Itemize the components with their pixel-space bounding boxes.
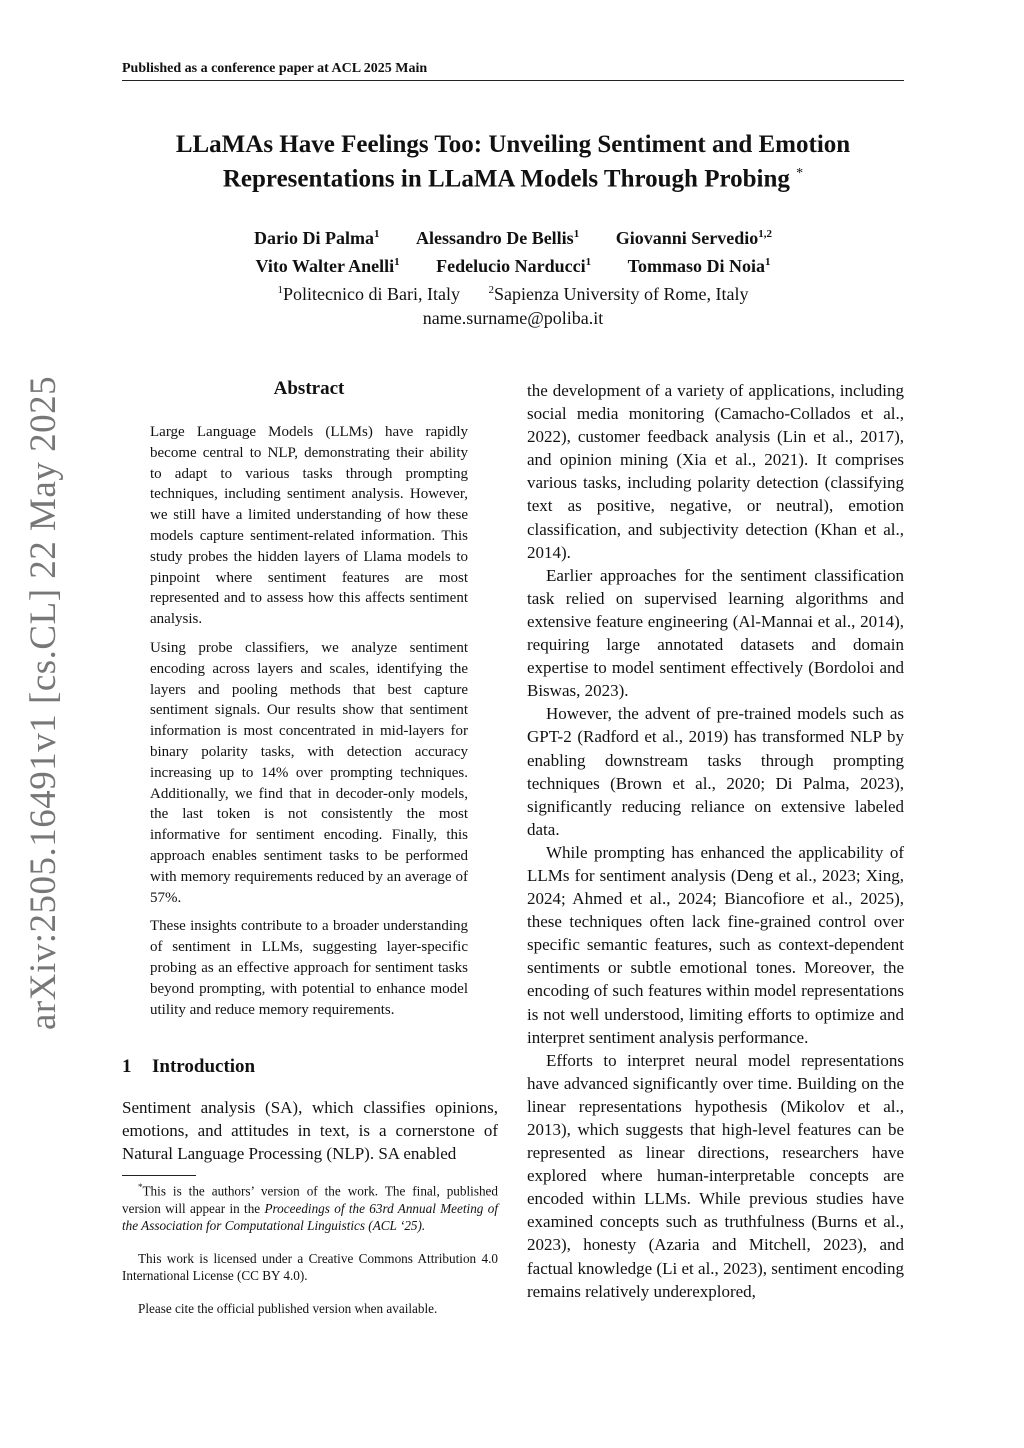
intro-paragraph: Efforts to interpret neural model representations have advanced significantly over time. Building on the linear representations hypothesis (Mikolov et al., 2013), which suggests that high-level features can be represented as linear directions, researchers have explored where human-interpretable concepts are encoded within LLMs. While previous studies have examined concepts such as truthfulness (Burns et al., 2023), honesty (Azaria and Mitchell, 2023), and factual knowledge (Li et al., 2023), sentiment encoding remains relatively underexplored, [527,1050,904,1301]
affiliation: $^1$Politecnico di Bari, Italy [277,284,461,304]
author-row-2 [122,250,904,278]
author-row-1 [122,222,904,250]
footnote-cite: Please cite the official published version when available. [138,1301,438,1317]
intro-paragraph: While prompting has enhanced the applicability of LLMs for sentiment analysis (Deng et al., 2023; Xing, 2024; Ahmed et al., 2024; Biancofiore et al., 2025), these techniques often lack fine-grained control over specific semantic features, such as context-dependent sentiments or subtle emotional tones. Moreover, the encoding of such features within model representations is not well understood, limiting efforts to optimize and interpret sentiment analysis performance. [527,842,904,1047]
affiliations [122,278,904,306]
section-title-text: Introduction [152,1056,256,1077]
arxiv-identifier-stamp: arXiv:2505.16491v1 [cs.CL] 22 May 2025 [23,375,64,1030]
abstract-heading: Abstract [273,378,345,399]
intro-paragraph: However, the advent of pre-trained models such as GPT-2 (Radford et al., 2019) has transformed NLP by enabling downstream tasks through prompting techniques (Brown et al., 2020; Di Palma, 2023), significantly reducing reliance on extensive labeled data. [527,704,904,839]
title-line-1: LLaMAs Have Feelings Too: Unveiling Sentiment and Emotion [175,131,851,158]
intro-left-column [122,1096,498,1165]
author-email: name.surname@poliba.it [422,308,604,328]
author: Giovanni Servedio$^{1,2}$ [615,228,772,248]
footnote-license: This work is licensed under a Creative Commons Attribution 4.0 International License (CC BY 4.0). [122,1251,498,1284]
intro-right-column [527,379,904,1303]
paper-title [122,130,904,193]
abstract-body [150,422,468,1028]
author: Alessandro De Bellis$^1$ [416,228,580,248]
abstract-paragraph: These insights contribute to a broader understanding of sentiment in LLMs, suggesting layer-specific probing as an effective approach for sentiment tasks beyond prompting, with potential to enhance model utility and reduce memory requirements. [150,918,468,1018]
author: Vito Walter Anelli$^1$ [255,256,400,276]
title-footnote-mark: * [796,166,804,181]
abstract-paragraph: Large Language Models (LLMs) have rapidly become central to NLP, demonstrating their ability to adapt to various tasks through prompting techniques, including sentiment analysis. However, we still have a limited understanding of how these models capture sentiment-related information. This study probes the hidden layers of Llama models to pinpoint where sentiment features are most represented and to assess how this affects sentiment analysis. [150,424,468,628]
section-number: 1 [122,1056,132,1077]
intro-paragraph: Sentiment analysis (SA), which classifies opinions, emotions, and attitudes in text, is a cornerstone of Natural Language Processing (NLP). SA enabled [122,1098,498,1163]
affiliation: $^2$Sapienza University of Rome, Italy [488,284,749,304]
author-block [122,222,904,330]
footnotes [122,1179,498,1334]
title-line-2: Representations in LLaMA Models Through Probing [222,165,790,193]
abstract-paragraph: Using probe classifiers, we analyze sentiment encoding across layers and scales, identifying the layers and pooling methods that best capture sentiment signals. Our results show that sentiment information is most concentrated in mid-layers for binary polarity tasks, with detection accuracy increasing up to 14% over prompting techniques. Additionally, we find that in decoder-only models, the last token is not consistently the most informative for sentiment encoding. Finally, this approach enables sentiment tasks to be performed with memory requirements reduced by an average of 57%. [150,639,468,906]
intro-paragraph: Earlier approaches for the sentiment classification task relied on supervised learning algorithms and extensive feature engineering (Al-Mannai et al., 2014), requiring large annotated datasets and domain expertise to model sentiment effectively (Bordoloi and Biswas, 2023). [527,565,904,701]
venue-header: Published as a conference paper at ACL 2025 Main [122,61,904,81]
section-heading-introduction [122,1056,498,1078]
author: Fedelucio Narducci$^1$ [436,256,592,276]
footnote-star: *This is the authors’ version of the work. The final, published version will appear in the Proceedings of the 63rd Annual Meeting of the Association for Computational Linguistics (ACL ‘25). [122,1182,498,1233]
author: Tommaso Di Noia$^1$ [627,256,771,276]
intro-paragraph: the development of a variety of applications, including social media monitoring (Camacho-Collados et al., 2022), customer feedback analysis (Lin et al., 2017), and opinion mining (Xia et al., 2021). It comprises various tasks, including polarity detection (classifying text as positive, negative, or neutral), emotion classification, and subjectivity detection (Khan et al., 2014). [527,381,904,562]
author: Dario Di Palma$^1$ [254,228,380,248]
footnote-divider [122,1175,196,1176]
